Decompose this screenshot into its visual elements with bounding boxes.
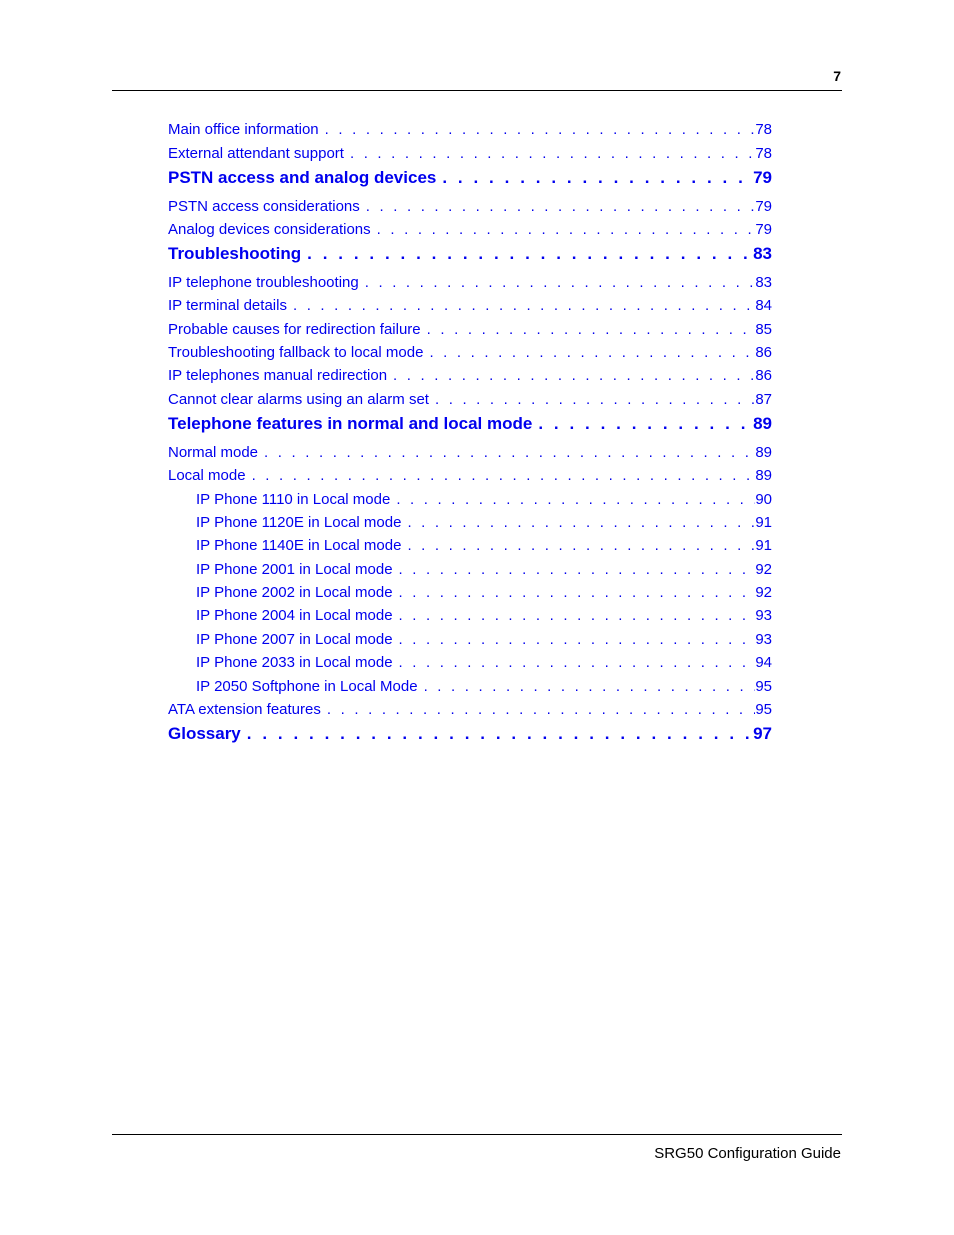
toc-chapter-pstn-access-and-analog-devices[interactable]: PSTN access and analog devices . . . 79	[168, 168, 772, 188]
toc-entry-ip-phone-1120e[interactable]: IP Phone 1120E in Local mode . . . 91	[196, 514, 772, 531]
toc-entry-ip-phone-2001[interactable]: IP Phone 2001 in Local mode . . . 92	[196, 561, 772, 578]
footer-rule	[112, 1134, 842, 1135]
toc-entry-normal-mode[interactable]: Normal mode . . . 89	[168, 444, 772, 461]
toc-entry-probable-causes-for-redirection-failure[interactable]: Probable causes for redirection failure . . . 85	[168, 321, 772, 338]
toc-entry-ip-phone-2033[interactable]: IP Phone 2033 in Local mode . . . 94	[196, 654, 772, 671]
toc-entry-ip-2050-softphone[interactable]: IP 2050 Softphone in Local Mode . . . 95	[196, 678, 772, 695]
toc-entry-analog-devices-considerations[interactable]: Analog devices considerations . . . 79	[168, 221, 772, 238]
toc-chapter-troubleshooting[interactable]: Troubleshooting . . . 83	[168, 244, 772, 264]
toc-entry-ata-extension-features[interactable]: ATA extension features . . . 95	[168, 701, 772, 718]
toc-chapter-telephone-features[interactable]: Telephone features in normal and local mode . . . 89	[168, 414, 772, 434]
toc-entry-cannot-clear-alarms[interactable]: Cannot clear alarms using an alarm set . . . 87	[168, 391, 772, 408]
toc-entry-ip-phone-2007[interactable]: IP Phone 2007 in Local mode . . . 93	[196, 631, 772, 648]
toc-entry-troubleshooting-fallback-to-local-mode[interactable]: Troubleshooting fallback to local mode . . . 86	[168, 344, 772, 361]
toc-entry-main-office-information[interactable]: Main office information . . . 78	[168, 121, 772, 138]
footer-document-title: SRG50 Configuration Guide	[654, 1145, 841, 1162]
toc-entry-ip-phone-2002[interactable]: IP Phone 2002 in Local mode . . . 92	[196, 584, 772, 601]
toc-chapter-glossary[interactable]: Glossary . . . 97	[168, 724, 772, 744]
toc-entry-external-attendant-support[interactable]: External attendant support . . . 78	[168, 145, 772, 162]
toc-entry-pstn-access-considerations[interactable]: PSTN access considerations . . . 79	[168, 198, 772, 215]
page-number: 7	[833, 68, 841, 84]
toc-entry-ip-telephone-troubleshooting[interactable]: IP telephone troubleshooting . . . 83	[168, 274, 772, 291]
toc-entry-ip-phone-2004[interactable]: IP Phone 2004 in Local mode . . . 93	[196, 607, 772, 624]
header-rule	[112, 90, 842, 91]
toc-entry-ip-phone-1140e[interactable]: IP Phone 1140E in Local mode . . . 91	[196, 537, 772, 554]
toc-entry-ip-telephones-manual-redirection[interactable]: IP telephones manual redirection . . . 86	[168, 367, 772, 384]
toc-entry-ip-terminal-details[interactable]: IP terminal details . . . 84	[168, 297, 772, 314]
toc-entry-ip-phone-1110[interactable]: IP Phone 1110 in Local mode . . . 90	[196, 491, 772, 508]
toc-entry-local-mode[interactable]: Local mode . . . 89	[168, 467, 772, 484]
